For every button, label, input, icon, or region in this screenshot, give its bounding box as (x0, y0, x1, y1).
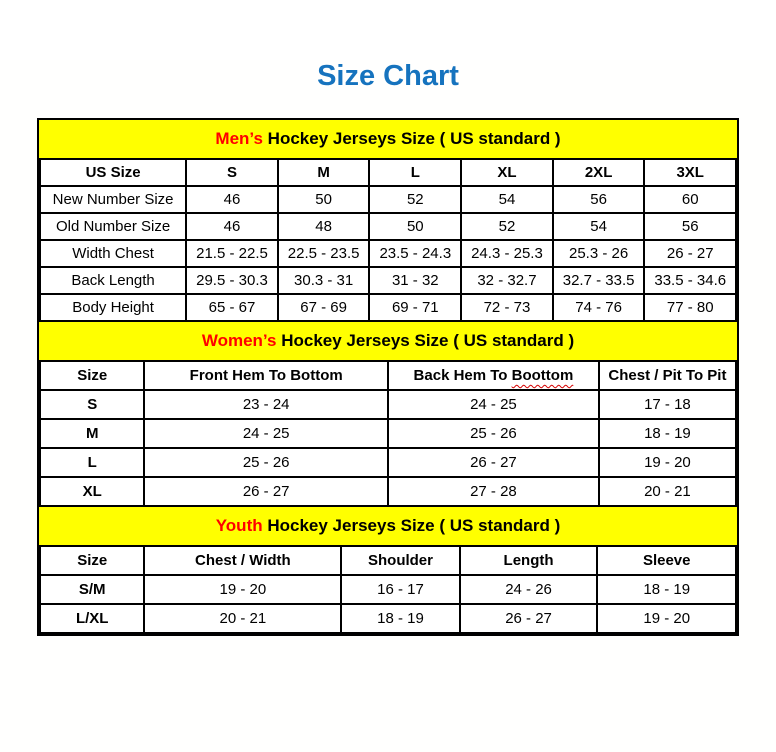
womens-header-row (40, 361, 736, 390)
mens-table-row (40, 240, 736, 267)
mens-value-cell: 50 (369, 213, 461, 240)
womens-value-cell: 26 - 27 (388, 448, 599, 477)
mens-header-row (40, 159, 736, 186)
mens-header-cell: 2XL (553, 159, 645, 186)
mens-row-label: Body Height (40, 294, 186, 321)
mens-value-cell: 32.7 - 33.5 (553, 267, 645, 294)
mens-value-cell: 21.5 - 22.5 (186, 240, 278, 267)
mens-header-cell: US Size (40, 159, 186, 186)
mens-value-cell: 48 (278, 213, 370, 240)
mens-value-cell: 65 - 67 (186, 294, 278, 321)
mens-row-label: Old Number Size (40, 213, 186, 240)
youth-value-cell: 24 - 26 (460, 575, 598, 604)
womens-row-label: XL (40, 477, 144, 506)
mens-value-cell: 22.5 - 23.5 (278, 240, 370, 267)
youth-row-label: L/XL (40, 604, 144, 633)
mens-value-cell: 23.5 - 24.3 (369, 240, 461, 267)
youth-value-cell: 18 - 19 (341, 604, 459, 633)
mens-value-cell: 54 (461, 186, 553, 213)
womens-section-band (39, 322, 737, 360)
womens-size-table (39, 360, 737, 507)
womens-table-row (40, 419, 736, 448)
womens-table-row (40, 448, 736, 477)
mens-value-cell: 54 (553, 213, 645, 240)
page-title: Size Chart (317, 60, 459, 92)
womens-header-cell: Chest / Pit To Pit (599, 361, 736, 390)
mens-header-cell: S (186, 159, 278, 186)
mens-value-cell: 24.3 - 25.3 (461, 240, 553, 267)
womens-value-cell: 26 - 27 (144, 477, 388, 506)
mens-table-row (40, 186, 736, 213)
size-chart-tables (37, 118, 739, 636)
mens-value-cell: 46 (186, 213, 278, 240)
mens-value-cell: 72 - 73 (461, 294, 553, 321)
mens-value-cell: 46 (186, 186, 278, 213)
youth-header-cell: Shoulder (341, 546, 459, 575)
mens-value-cell: 25.3 - 26 (553, 240, 645, 267)
youth-header-row (40, 546, 736, 575)
mens-value-cell: 56 (553, 186, 645, 213)
womens-header-cell: Size (40, 361, 144, 390)
womens-table-row (40, 477, 736, 506)
mens-value-cell: 26 - 27 (644, 240, 736, 267)
mens-value-cell: 69 - 71 (369, 294, 461, 321)
womens-header-cell: Back Hem To Boottom (388, 361, 599, 390)
womens-value-cell: 17 - 18 (599, 390, 736, 419)
mens-table-row (40, 294, 736, 321)
mens-table-row (40, 267, 736, 294)
mens-value-cell: 77 - 80 (644, 294, 736, 321)
mens-table-row (40, 213, 736, 240)
youth-value-cell: 16 - 17 (341, 575, 459, 604)
mens-value-cell: 74 - 76 (553, 294, 645, 321)
womens-value-cell: 24 - 25 (388, 390, 599, 419)
mens-value-cell: 50 (278, 186, 370, 213)
womens-row-label: L (40, 448, 144, 477)
youth-value-cell: 19 - 20 (144, 575, 341, 604)
womens-value-cell: 25 - 26 (388, 419, 599, 448)
womens-row-label: S (40, 390, 144, 419)
mens-value-cell: 52 (369, 186, 461, 213)
mens-value-cell: 56 (644, 213, 736, 240)
mens-header-cell: M (278, 159, 370, 186)
youth-header-cell: Length (460, 546, 598, 575)
mens-band-text: Hockey Jerseys Size ( US standard ) (262, 129, 561, 148)
misspelled-word: Boottom (511, 367, 574, 384)
mens-value-cell: 67 - 69 (278, 294, 370, 321)
mens-size-table (39, 158, 737, 322)
womens-header-cell: Front Hem To Bottom (144, 361, 388, 390)
mens-row-label: Width Chest (40, 240, 186, 267)
mens-section-band (39, 120, 737, 158)
womens-value-cell: 27 - 28 (388, 477, 599, 506)
youth-header-cell: Chest / Width (144, 546, 341, 575)
mens-value-cell: 29.5 - 30.3 (186, 267, 278, 294)
mens-header-cell: 3XL (644, 159, 736, 186)
youth-section-band (39, 507, 737, 545)
mens-row-label: Back Length (40, 267, 186, 294)
womens-value-cell: 20 - 21 (599, 477, 736, 506)
womens-value-cell: 19 - 20 (599, 448, 736, 477)
mens-value-cell: 52 (461, 213, 553, 240)
mens-header-cell: L (369, 159, 461, 186)
womens-band-highlight: Women’s (201, 331, 277, 350)
mens-value-cell: 31 - 32 (369, 267, 461, 294)
womens-value-cell: 18 - 19 (599, 419, 736, 448)
youth-header-cell: Sleeve (597, 546, 736, 575)
mens-value-cell: 60 (644, 186, 736, 213)
youth-header-cell: Size (40, 546, 144, 575)
womens-table-row (40, 390, 736, 419)
youth-band-highlight: Youth (215, 516, 263, 535)
youth-row-label: S/M (40, 575, 144, 604)
womens-value-cell: 24 - 25 (144, 419, 388, 448)
youth-value-cell: 20 - 21 (144, 604, 341, 633)
size-chart-page (0, 60, 776, 752)
womens-value-cell: 23 - 24 (144, 390, 388, 419)
youth-table-row (40, 575, 736, 604)
youth-table-row (40, 604, 736, 633)
youth-value-cell: 26 - 27 (460, 604, 598, 633)
mens-row-label: New Number Size (40, 186, 186, 213)
youth-value-cell: 18 - 19 (597, 575, 736, 604)
mens-value-cell: 30.3 - 31 (278, 267, 370, 294)
womens-row-label: M (40, 419, 144, 448)
youth-size-table (39, 545, 737, 634)
mens-header-cell: XL (461, 159, 553, 186)
womens-value-cell: 25 - 26 (144, 448, 388, 477)
womens-band-text: Hockey Jerseys Size ( US standard ) (276, 331, 575, 350)
mens-value-cell: 33.5 - 34.6 (644, 267, 736, 294)
mens-band-highlight: Men’s (215, 129, 263, 148)
youth-value-cell: 19 - 20 (597, 604, 736, 633)
youth-band-text: Hockey Jerseys Size ( US standard ) (262, 516, 561, 535)
mens-value-cell: 32 - 32.7 (461, 267, 553, 294)
